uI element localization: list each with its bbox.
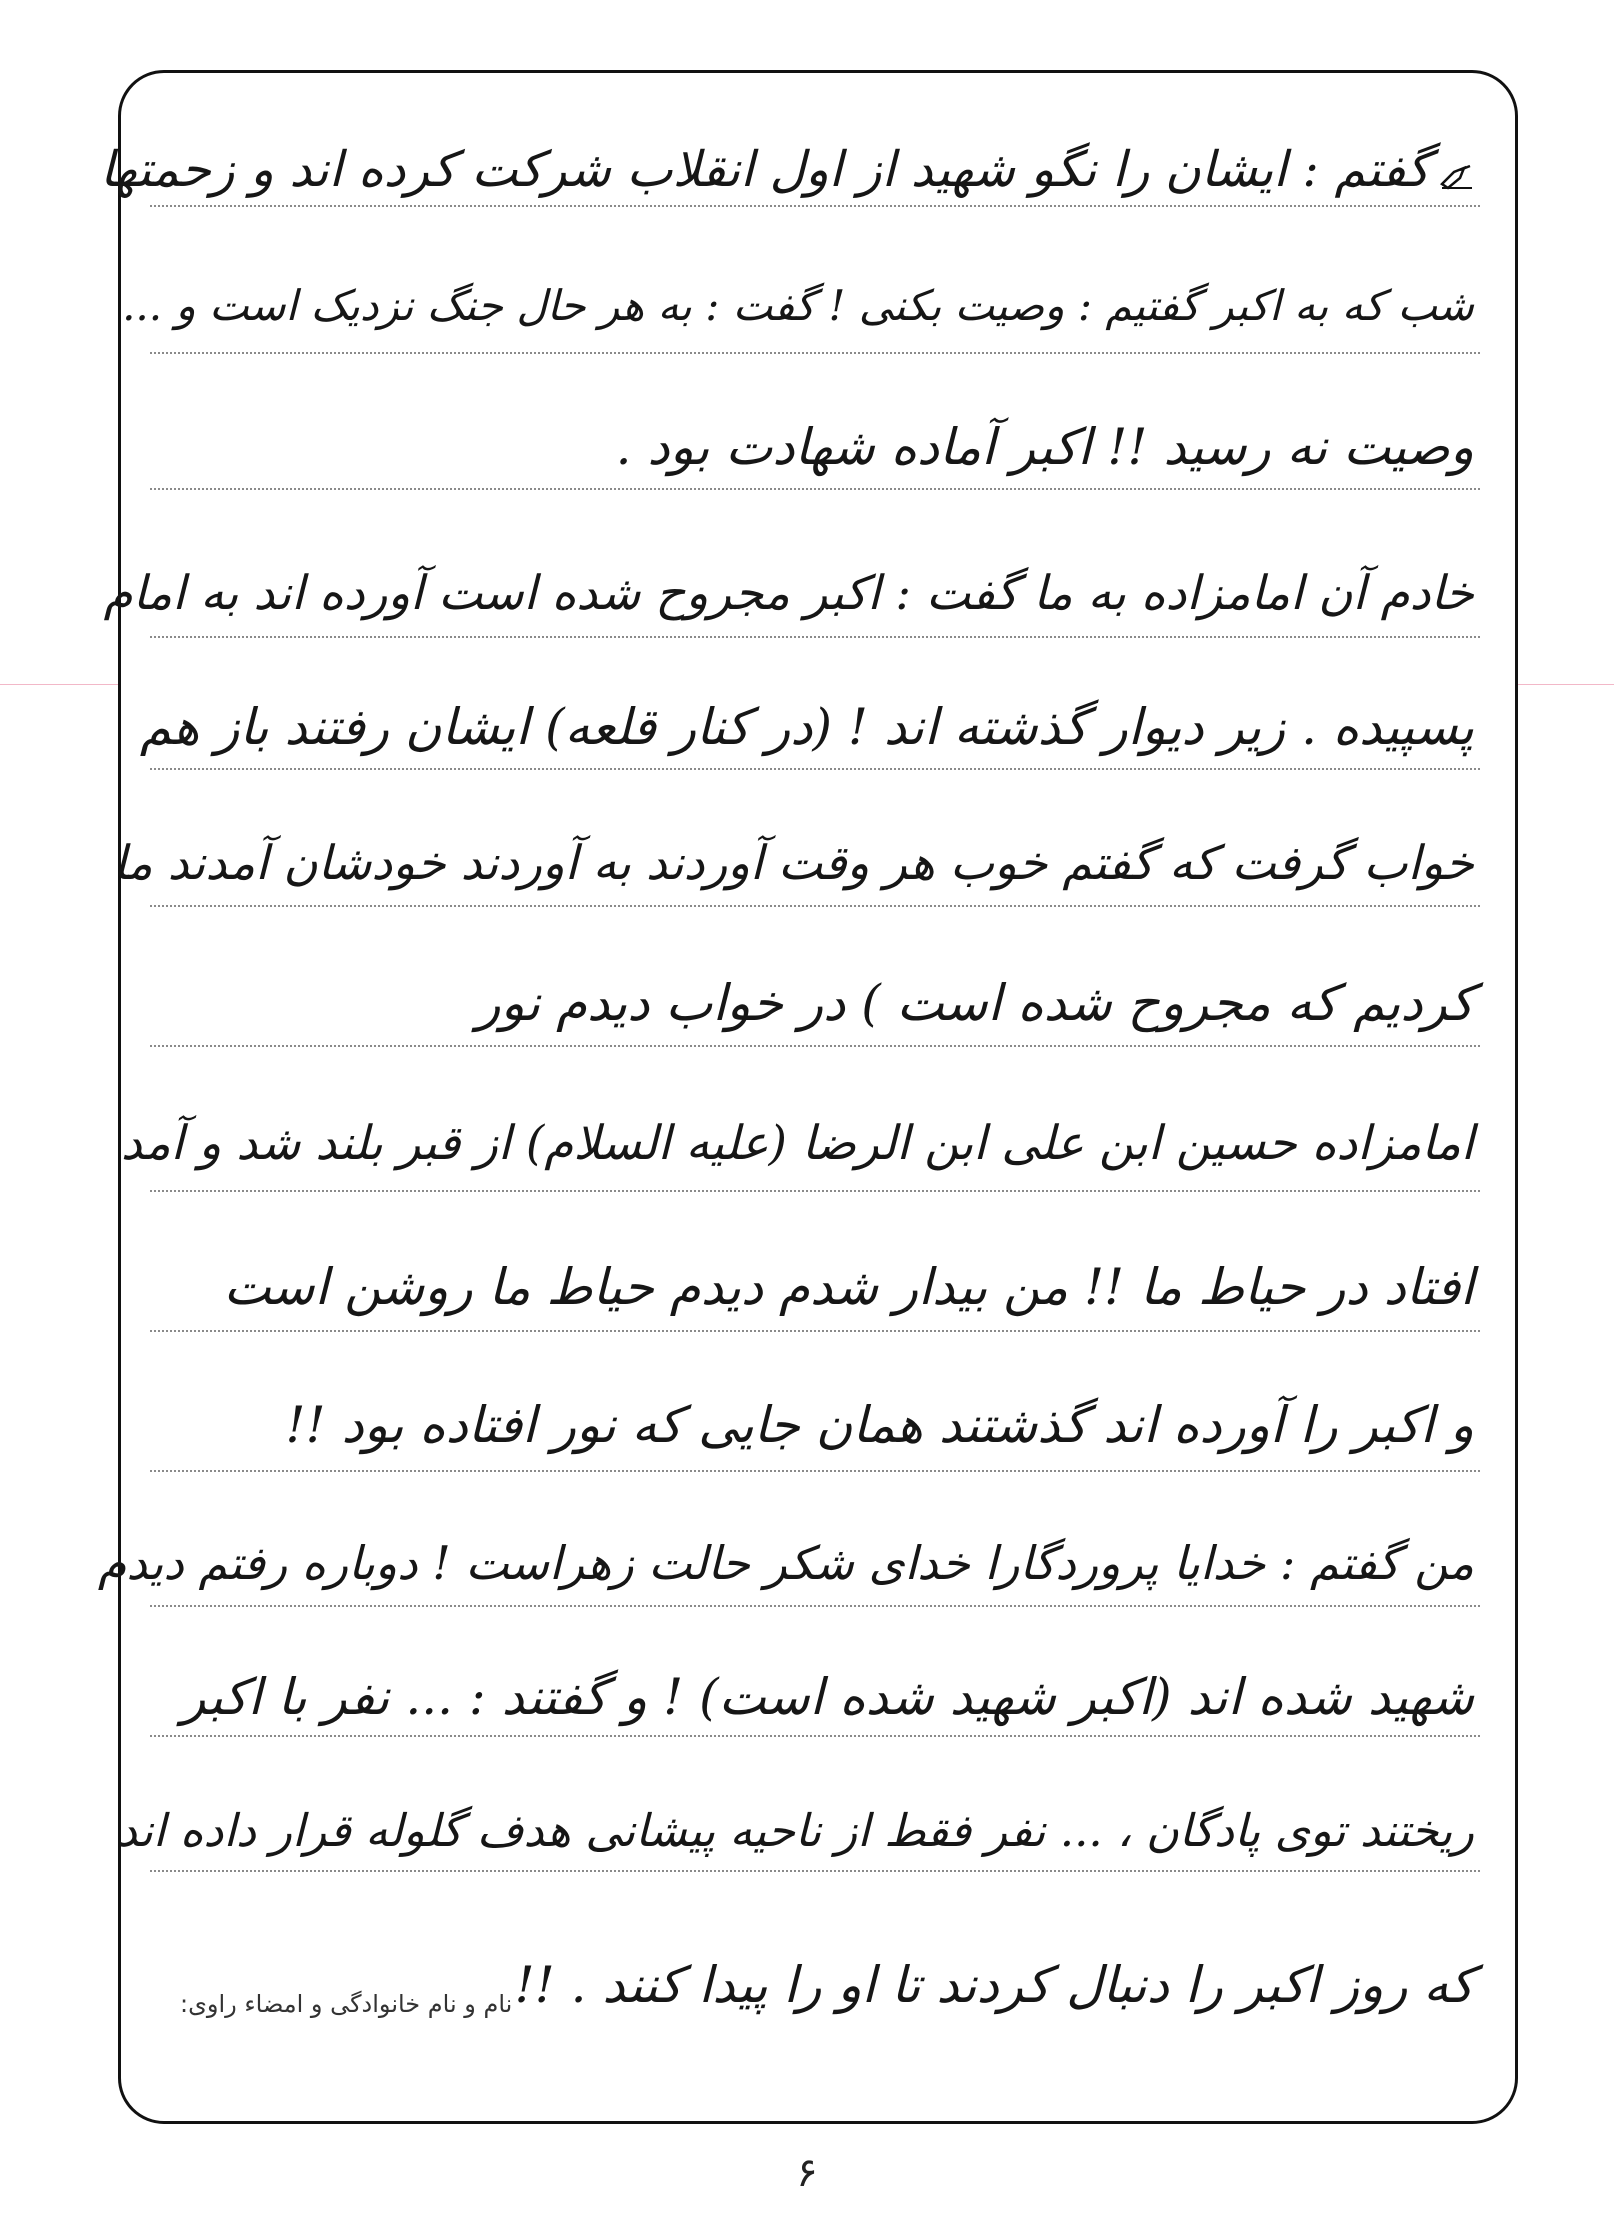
pen-icon bbox=[1440, 149, 1474, 198]
line-text: گفتم : ایشان را نگو شهید از اول انقلاب شرکت کرده اند و زحمتها bbox=[100, 141, 1430, 198]
handwritten-line: کردیم که مجروح شده است ) در خواب دیدم نور bbox=[476, 974, 1474, 1032]
ruled-line bbox=[150, 1870, 1480, 1872]
narrator-signature-label: نام و نام خانوادگی و امضاء راوی: bbox=[180, 1990, 513, 2018]
ruled-line bbox=[150, 1470, 1480, 1472]
handwritten-line bbox=[94, 141, 1474, 198]
handwritten-line: و اکبر را آورده اند گذشتند همان جایی که نور افتاده بود !! bbox=[285, 1396, 1474, 1454]
ruled-line bbox=[150, 205, 1480, 207]
page-number: ۶ bbox=[796, 2150, 818, 2196]
handwritten-line: امامزاده حسین ابن علی ابن الرضا (علیه السلام) از قبر بلند شد و آمد bbox=[120, 1116, 1474, 1171]
ruled-line bbox=[150, 1330, 1480, 1332]
handwritten-line: پسپیده . زیر دیوار گذشته اند ! (در کنار قلعه) ایشان رفتند باز هم bbox=[139, 698, 1474, 756]
handwritten-line: ریختند توی پادگان ، ... نفر فقط از ناحیه پیشانی هدف گلوله قرار داده اند bbox=[116, 1804, 1474, 1857]
handwritten-line: شهید شده اند (اکبر شهید شده است) ! و گفتند : ... نفر با اکبر bbox=[181, 1668, 1474, 1726]
handwritten-line: خادم آن امامزاده به ما گفت : اکبر مجروح شده است آورده اند به امام bbox=[103, 566, 1474, 621]
handwritten-line: افتاد در حیاط ما !! من بیدار شدم دیدم حیاط ما روشن است bbox=[223, 1258, 1474, 1316]
ruled-line bbox=[150, 488, 1480, 490]
ruled-line bbox=[150, 768, 1480, 770]
ruled-line bbox=[150, 636, 1480, 638]
ruled-line bbox=[150, 352, 1480, 354]
handwritten-line: وصیت نه رسید !! اکبر آماده شهادت بود . bbox=[615, 418, 1474, 476]
handwritten-line: شب که به اکبر گفتیم : وصیت بکنی ! گفت : به هر حال جنگ نزدیک است و ... bbox=[122, 281, 1474, 330]
ruled-line bbox=[150, 1190, 1480, 1192]
ruled-line bbox=[150, 905, 1480, 907]
handwritten-line: من گفتم : خدایا پروردگارا خدای شکر حالت زهراست ! دوباره رفتم دیدم bbox=[97, 1536, 1474, 1590]
ruled-line bbox=[150, 1735, 1480, 1737]
ruled-line bbox=[150, 1605, 1480, 1607]
handwritten-line: خواب گرفت که گفتم خوب هر وقت آوردند به آوردند خودشان آمدند ما bbox=[113, 836, 1474, 891]
ruled-line bbox=[150, 1045, 1480, 1047]
handwritten-line: که روز اکبر را دنبال کردند تا او را پیدا کنند . !! bbox=[514, 1956, 1474, 2014]
